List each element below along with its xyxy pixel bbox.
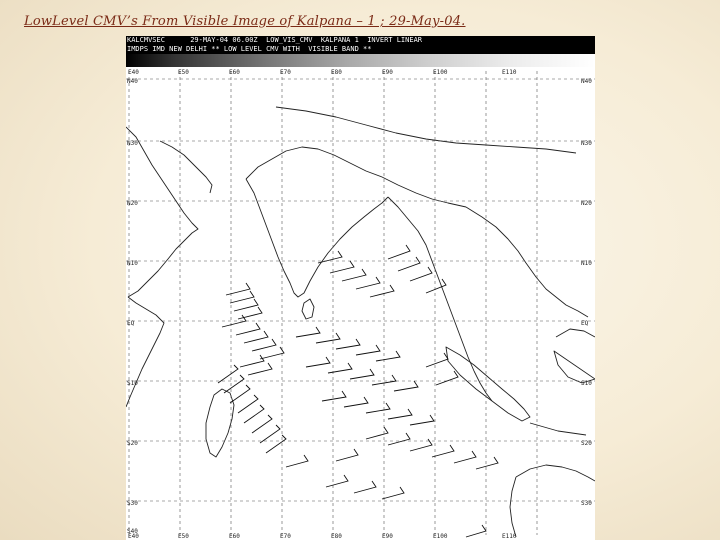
bottom-lon-label: E70 bbox=[280, 533, 291, 540]
australia-nw-coast bbox=[516, 465, 595, 481]
wind-barb bbox=[388, 409, 412, 419]
wind-barb bbox=[410, 267, 432, 281]
wind-barb bbox=[388, 245, 410, 259]
china-boundary bbox=[276, 107, 576, 153]
wind-barb bbox=[238, 395, 258, 413]
sumatra bbox=[446, 347, 530, 421]
wind-barb bbox=[260, 425, 280, 443]
bottom-lon-label: E50 bbox=[178, 533, 189, 540]
wind-barb bbox=[236, 323, 260, 335]
bottom-lon-label: E100 bbox=[433, 533, 448, 540]
wind-barb bbox=[354, 481, 376, 493]
wind-barb bbox=[224, 375, 244, 393]
wind-barb bbox=[240, 355, 264, 367]
image-header-line-1: KALCMVSEC 29-MAY-04 06.00Z LOW_VIS_CMV KALPANA 1 INVERT LINEAR bbox=[127, 36, 423, 44]
top-lon-label: E100 bbox=[433, 69, 448, 76]
wind-barb bbox=[356, 345, 380, 355]
left-lat-label: N10 bbox=[127, 260, 138, 267]
top-lon-label: E70 bbox=[280, 69, 291, 76]
india-north-border bbox=[246, 147, 466, 207]
bottom-lon-label: E60 bbox=[229, 533, 240, 540]
myanmar-coastline bbox=[388, 197, 474, 371]
wind-barb bbox=[454, 451, 476, 463]
wind-barb bbox=[382, 487, 404, 499]
africa-horn bbox=[126, 297, 164, 407]
arabia-coastline bbox=[126, 127, 198, 297]
coastlines bbox=[126, 107, 595, 537]
wind-barb bbox=[296, 327, 320, 337]
wind-barb bbox=[230, 385, 250, 403]
wind-barb bbox=[336, 339, 360, 349]
wind-barb bbox=[426, 353, 448, 367]
borneo bbox=[554, 329, 595, 383]
wind-barb bbox=[252, 339, 276, 351]
slide-title: LowLevel CMV’s From Visible Image of Kalpana – 1 ; 29-May-04. bbox=[24, 14, 466, 29]
wind-barb bbox=[330, 261, 354, 273]
wind-barb bbox=[342, 269, 366, 281]
india-coastline bbox=[246, 179, 388, 297]
top-lon-label: E50 bbox=[178, 69, 189, 76]
left-lat-label: S20 bbox=[127, 440, 138, 447]
bottom-lon-label: E80 bbox=[331, 533, 342, 540]
wind-barb bbox=[398, 257, 420, 271]
wind-barb bbox=[248, 363, 272, 375]
left-lat-label: EQ bbox=[127, 320, 135, 327]
right-lat-label: S20 bbox=[581, 440, 592, 447]
grayscale-calibration-strip bbox=[126, 54, 595, 67]
right-lat-label: S30 bbox=[581, 500, 592, 507]
wind-barb bbox=[336, 449, 358, 461]
wind-barb bbox=[356, 277, 380, 289]
wind-barb bbox=[366, 403, 390, 413]
image-header-bar bbox=[126, 36, 595, 54]
lat-lon-grid bbox=[126, 71, 595, 535]
wind-barb bbox=[376, 351, 400, 361]
wind-barb bbox=[476, 457, 498, 469]
top-lon-label: E40 bbox=[128, 69, 139, 76]
bottom-lon-label: E40 bbox=[128, 533, 139, 540]
left-lat-label: N40 bbox=[127, 78, 138, 85]
wind-barb bbox=[388, 433, 410, 445]
top-lon-label: E60 bbox=[229, 69, 240, 76]
right-lat-label: EQ bbox=[581, 320, 589, 327]
wind-barb bbox=[328, 363, 352, 373]
wind-barb bbox=[286, 455, 308, 467]
right-lat-label: N40 bbox=[581, 78, 592, 85]
wind-barb bbox=[350, 369, 374, 379]
satellite-image bbox=[126, 36, 595, 540]
wind-barb bbox=[410, 415, 434, 425]
left-lat-label: N20 bbox=[127, 200, 138, 207]
wind-barb bbox=[260, 347, 284, 359]
malay-peninsula bbox=[474, 371, 492, 401]
wind-barb bbox=[322, 391, 346, 401]
left-lat-label: S10 bbox=[127, 380, 138, 387]
wind-barb bbox=[344, 397, 368, 407]
top-lon-label: E110 bbox=[502, 69, 517, 76]
persian-gulf-coastline bbox=[160, 141, 212, 193]
bottom-lon-label: E90 bbox=[382, 533, 393, 540]
left-lat-label: S40 bbox=[127, 528, 138, 535]
sri-lanka bbox=[302, 299, 314, 319]
right-lat-label: S10 bbox=[581, 380, 592, 387]
wind-barb bbox=[244, 331, 268, 343]
indochina-coastline bbox=[466, 207, 588, 317]
wind-barb bbox=[226, 283, 250, 295]
image-header-line-2: IMDPS IMD NEW DELHI ** LOW LEVEL CMV WITH VISIBLE BAND ** bbox=[127, 45, 372, 53]
wind-barb bbox=[436, 371, 458, 385]
wind-barb bbox=[316, 333, 340, 343]
wind-barbs bbox=[218, 245, 498, 537]
top-lon-label: E80 bbox=[331, 69, 342, 76]
wind-barb bbox=[394, 381, 418, 391]
left-lat-label: S30 bbox=[127, 500, 138, 507]
wind-barb bbox=[266, 435, 286, 453]
top-lon-label: E90 bbox=[382, 69, 393, 76]
wind-barb bbox=[306, 357, 330, 367]
wind-barb bbox=[370, 285, 394, 297]
cmv-map bbox=[126, 67, 595, 540]
wind-barb bbox=[244, 405, 264, 423]
wind-barb bbox=[218, 365, 238, 383]
right-lat-label: N30 bbox=[581, 140, 592, 147]
right-lat-label: N10 bbox=[581, 260, 592, 267]
wind-barb bbox=[466, 525, 486, 537]
java bbox=[530, 423, 586, 435]
left-lat-label: N30 bbox=[127, 140, 138, 147]
madagascar bbox=[206, 389, 234, 457]
wind-barb bbox=[252, 415, 272, 433]
australia-west-coast bbox=[510, 477, 516, 537]
bottom-lon-label: E110 bbox=[502, 533, 517, 540]
wind-barb bbox=[326, 475, 348, 487]
right-lat-label: N20 bbox=[581, 200, 592, 207]
wind-barb bbox=[366, 427, 388, 439]
